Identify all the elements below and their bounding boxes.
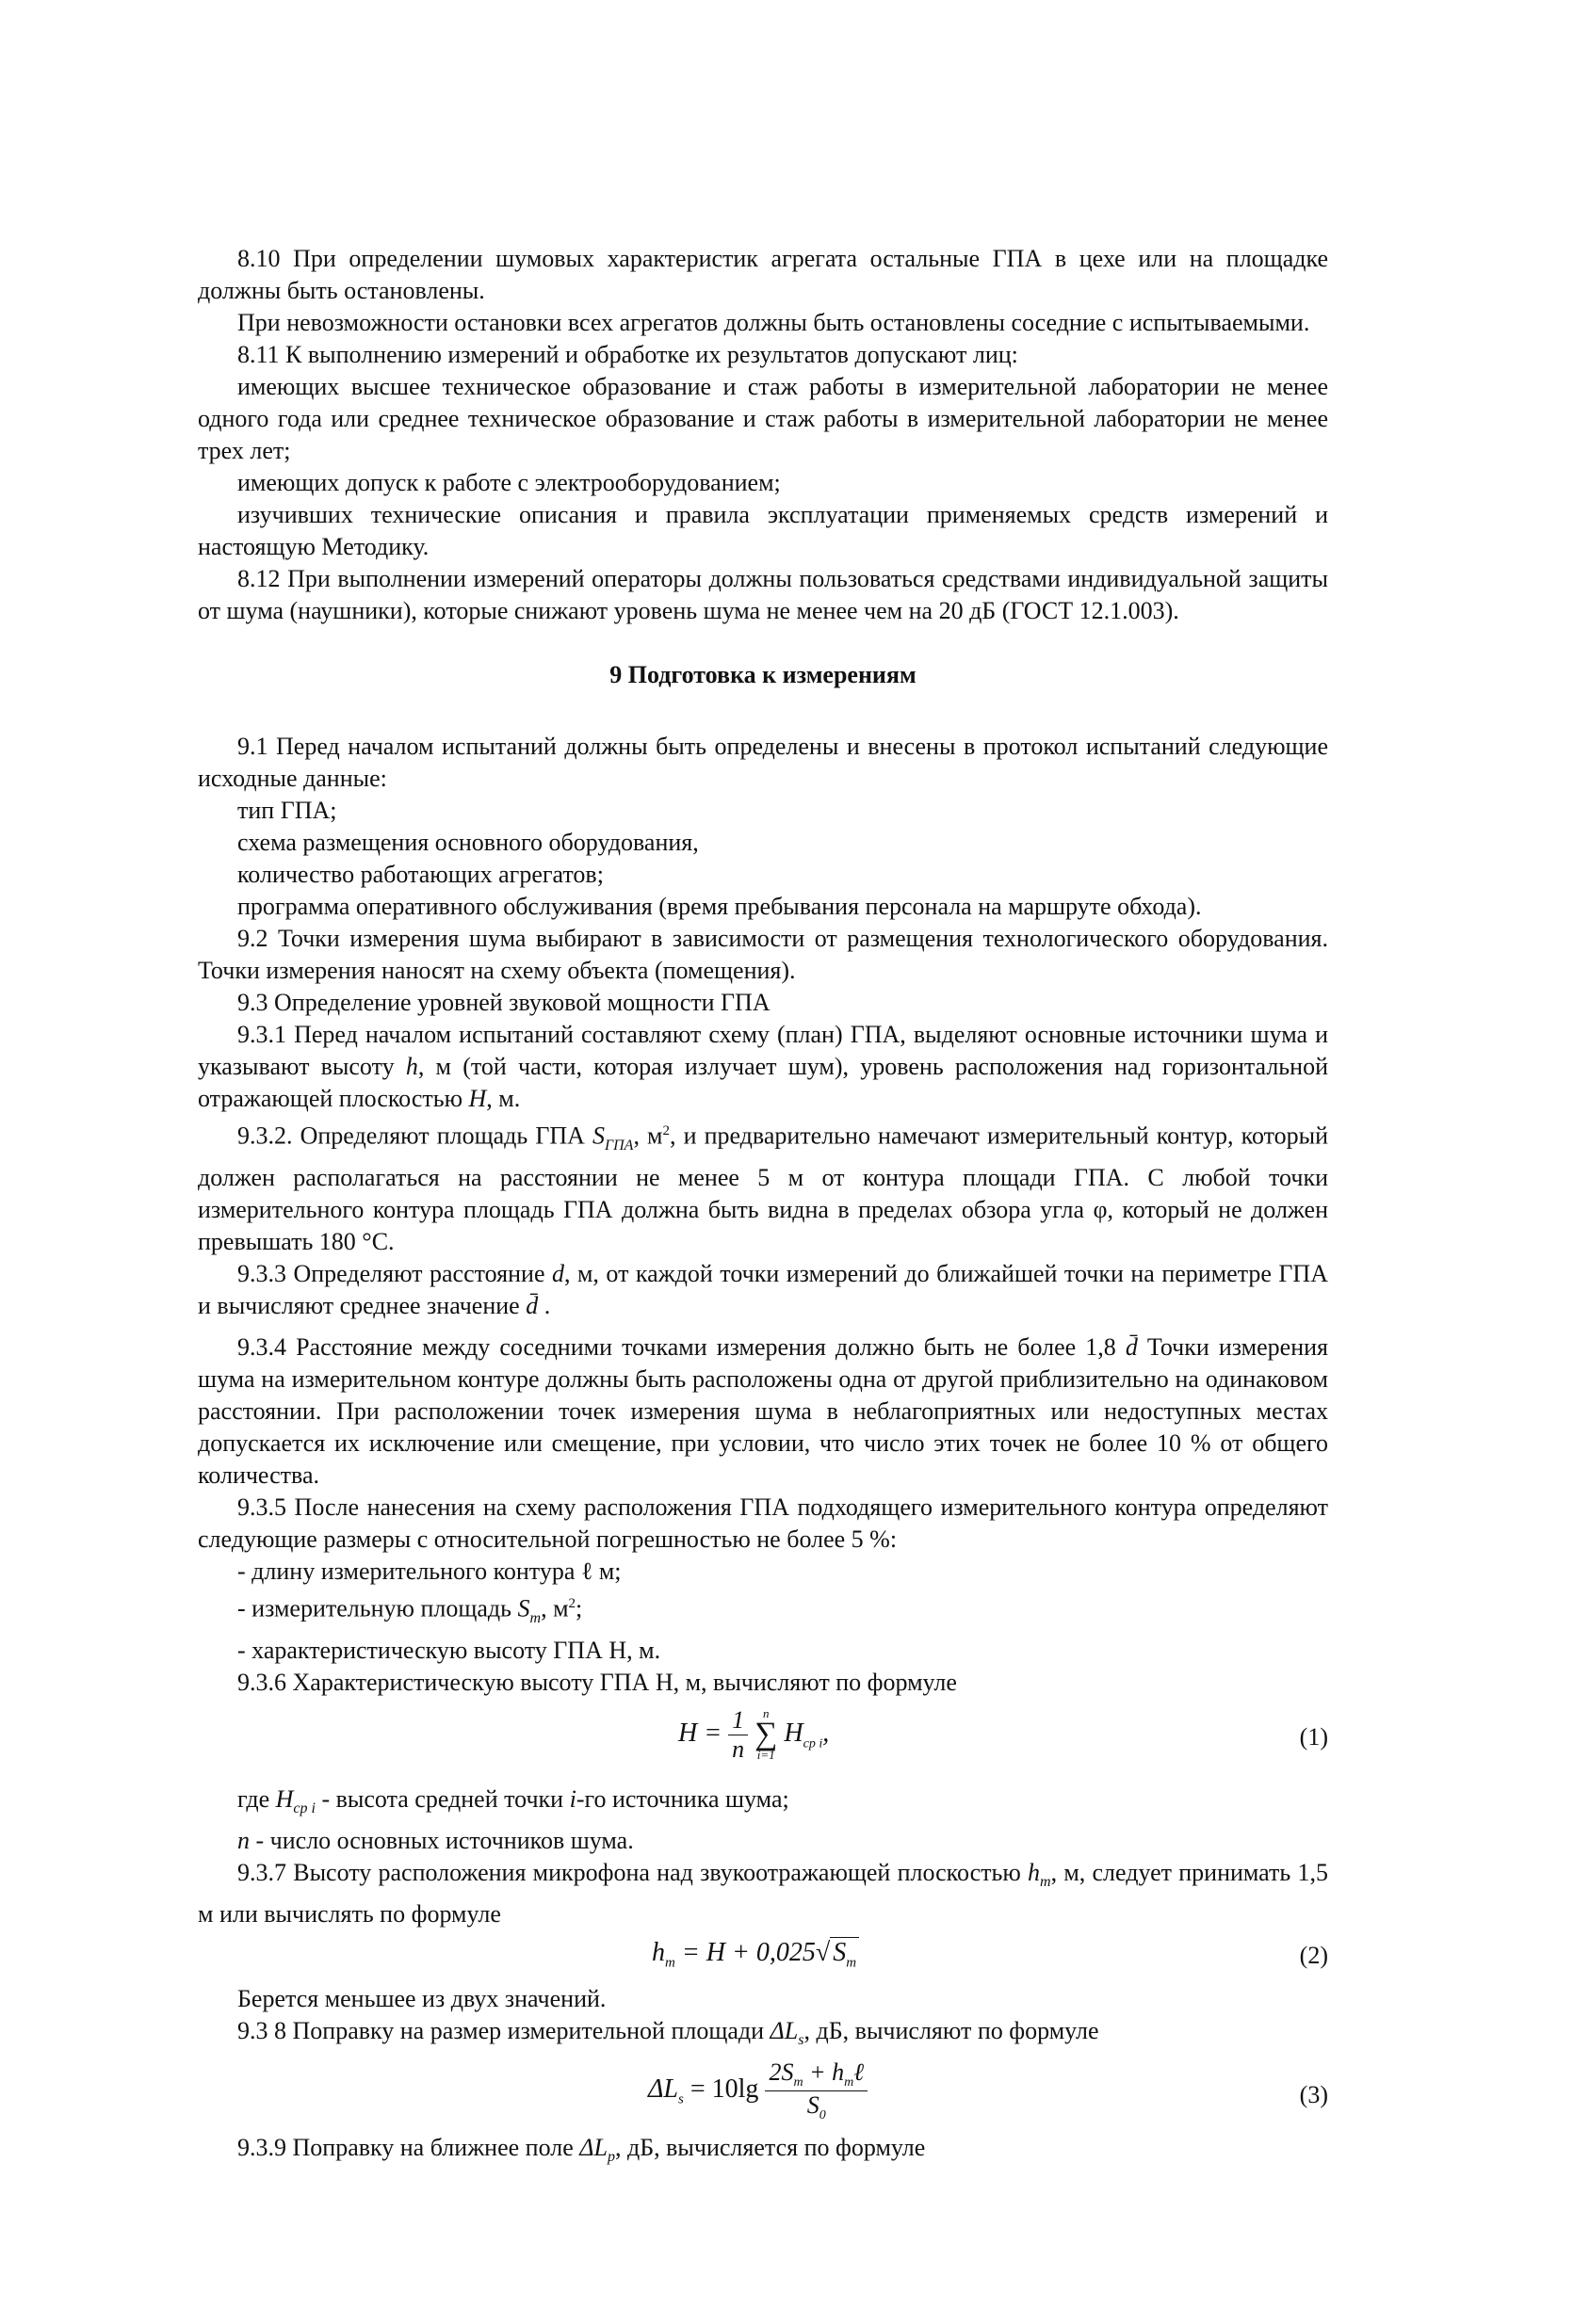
para-9-1-c: количество работающих агрегатов;	[237, 861, 604, 888]
para-8-10: 8.10 При определении шумовых характеристик агрегата остальные ГПА в цехе или на площадке должны быть остановлены.	[198, 245, 1328, 304]
para-lesser: Берется меньшее из двух значений.	[237, 1985, 607, 2013]
para-8-11: 8.11 К выполнению измерений и обработке их результатов допускают лиц:	[237, 341, 1018, 368]
formula-3: $\Delta L_s = 10\lg$ $\frac{2S_m + h_m\ell}{S_0}$ (3)	[648, 2058, 1328, 2123]
document-page	[198, 243, 1328, 2173]
para-9-3-1: 9.3.1 Перед началом испытаний составляют схему (план) ГПА, выделяют основные источники шума и указывают высоту h, м (той части, которая излучает шум), уровень расположения над горизонтальной отражающей плоскостью H, м.	[198, 1021, 1328, 1112]
para-9-3-4: 9.3.4 Расстояние между соседними точками измерения должно быть не более 1,8 d̄ Точки измерения шума на измерительном контуре должны быть расположены одна от другой приблизительно на одинаковом расстоянии. При расположении точек измерения шума в неблагоприятных или недоступных местах допускается их исключение или смещение, при условии, что число этих точек не более 10 % от общего количества.	[198, 1332, 1329, 1489]
formula-1-number: (1)	[1299, 1722, 1328, 1751]
para-8-11-a: имеющих высшее техническое образование и стаж работы в измерительной лаборатории не менее одного года или среднее техническое образование и стаж работы в измерительной лаборатории не менее трех лет;	[198, 373, 1328, 464]
para-9-3-5-a: - длину измерительного контура ℓ м;	[237, 1557, 622, 1585]
para-8-10-b: При невозможности остановки всех агрегатов должны быть остановлены соседние с испытываемыми.	[237, 309, 1310, 336]
para-9-3: 9.3 Определение уровней звуковой мощности ГПА	[237, 989, 771, 1016]
para-9-3-9: 9.3.9 Поправку на ближнее поле $\Delta L_p$, дБ, вычисляется по формуле	[237, 2134, 926, 2166]
formula-2: $h_m = H + 0,025√$ $S_m$ (2)	[652, 1938, 1328, 1971]
para-9-3-5: 9.3.5 После нанесения на схему расположения ГПА подходящего измерительного контура определяют следующие размеры с относительной погрешностью не более 5 %:	[198, 1493, 1328, 1553]
para-9-1-a: тип ГПА;	[237, 797, 337, 824]
para-9-3-2: 9.3.2. Определяют площадь ГПА $S_{ГПА}$, $м^2$, и предварительно намечают измерительный контур, который должен располагаться на расстоянии не менее 5 м от контура площади ГПА. С любой точки измерительного контура площадь ГПА должна быть видна в пределах обзора угла φ, который не должен превышать 180 °С.	[198, 1122, 1329, 1255]
para-9-3-7: 9.3.7 Высоту расположения микрофона над звукоотражающей плоскостью $h_m$, м, следует принимать 1,5 м или вычислять по формуле	[198, 1858, 1328, 1929]
para-n: n - число основных источников шума.	[237, 1826, 634, 1854]
para-9-2: 9.2 Точки измерения шума выбирают в зависимости от размещения технологического оборудования. Точки измерения наносят на схему объекта (помещения).	[198, 925, 1328, 984]
formula-2-number: (2)	[1299, 1942, 1328, 1970]
para-8-11-b: имеющих допуск к работе с электрооборудованием;	[237, 469, 781, 496]
para-9-3-8: 9.3 8 Поправку на размер измерительной площади $\Delta L_s$, дБ, вычисляют по формуле	[237, 2017, 1099, 2049]
formula-1-sum: n ∑ i=1	[754, 1706, 778, 1763]
formula-1-fraction: $\frac{1}{n}$	[728, 1706, 748, 1764]
para-where: где $H_{cp i}$ - высота средней точки i-го источника шума;	[237, 1784, 789, 1816]
para-8-12: 8.12 При выполнении измерений операторы должны пользоваться средствами индивидуальной защиты от шума (наушники), которые снижают уровень шума не менее чем на 20 дБ (ГОСТ 12.1.003).	[198, 565, 1328, 624]
para-9-3-5-b: - измерительную площадь $S_m$, $м^2$;	[237, 1594, 583, 1626]
para-9-1: 9.1 Перед началом испытаний должны быть определены и внесены в протокол испытаний следующие исходные данные:	[198, 733, 1328, 792]
para-9-3-5-c: - характеристическую высоту ГПА Н, м.	[237, 1636, 661, 1664]
para-9-1-d: программа оперативного обслуживания (время пребывания персонала на маршруте обхода).	[237, 893, 1202, 920]
para-8-11-c: изучивших технические описания и правила эксплуатации применяемых средств измерений и настоящую Методику.	[198, 501, 1328, 560]
para-9-3-6: 9.3.6 Характеристическую высоту ГПА Н, м, вычисляют по формуле	[237, 1668, 957, 1696]
formula-3-fraction: $\frac{2S_m + h_m\ell}{S_0}$	[765, 2058, 868, 2123]
section-title: 9 Подготовка к измерениям	[609, 661, 917, 688]
formula-3-number: (3)	[1299, 2081, 1328, 2109]
para-9-3-3: 9.3.3 Определяют расстояние d, м, от каждой точки измерений до ближайшей точки на периметре ГПА и вычисляют среднее значение d̄ .	[198, 1259, 1328, 1319]
para-9-1-b: схема размещения основного оборудования,	[237, 829, 699, 856]
formula-1: H = $\frac{1}{n}$ n ∑ i=1 $H_{cp i}$, (1)	[678, 1705, 1328, 1763]
